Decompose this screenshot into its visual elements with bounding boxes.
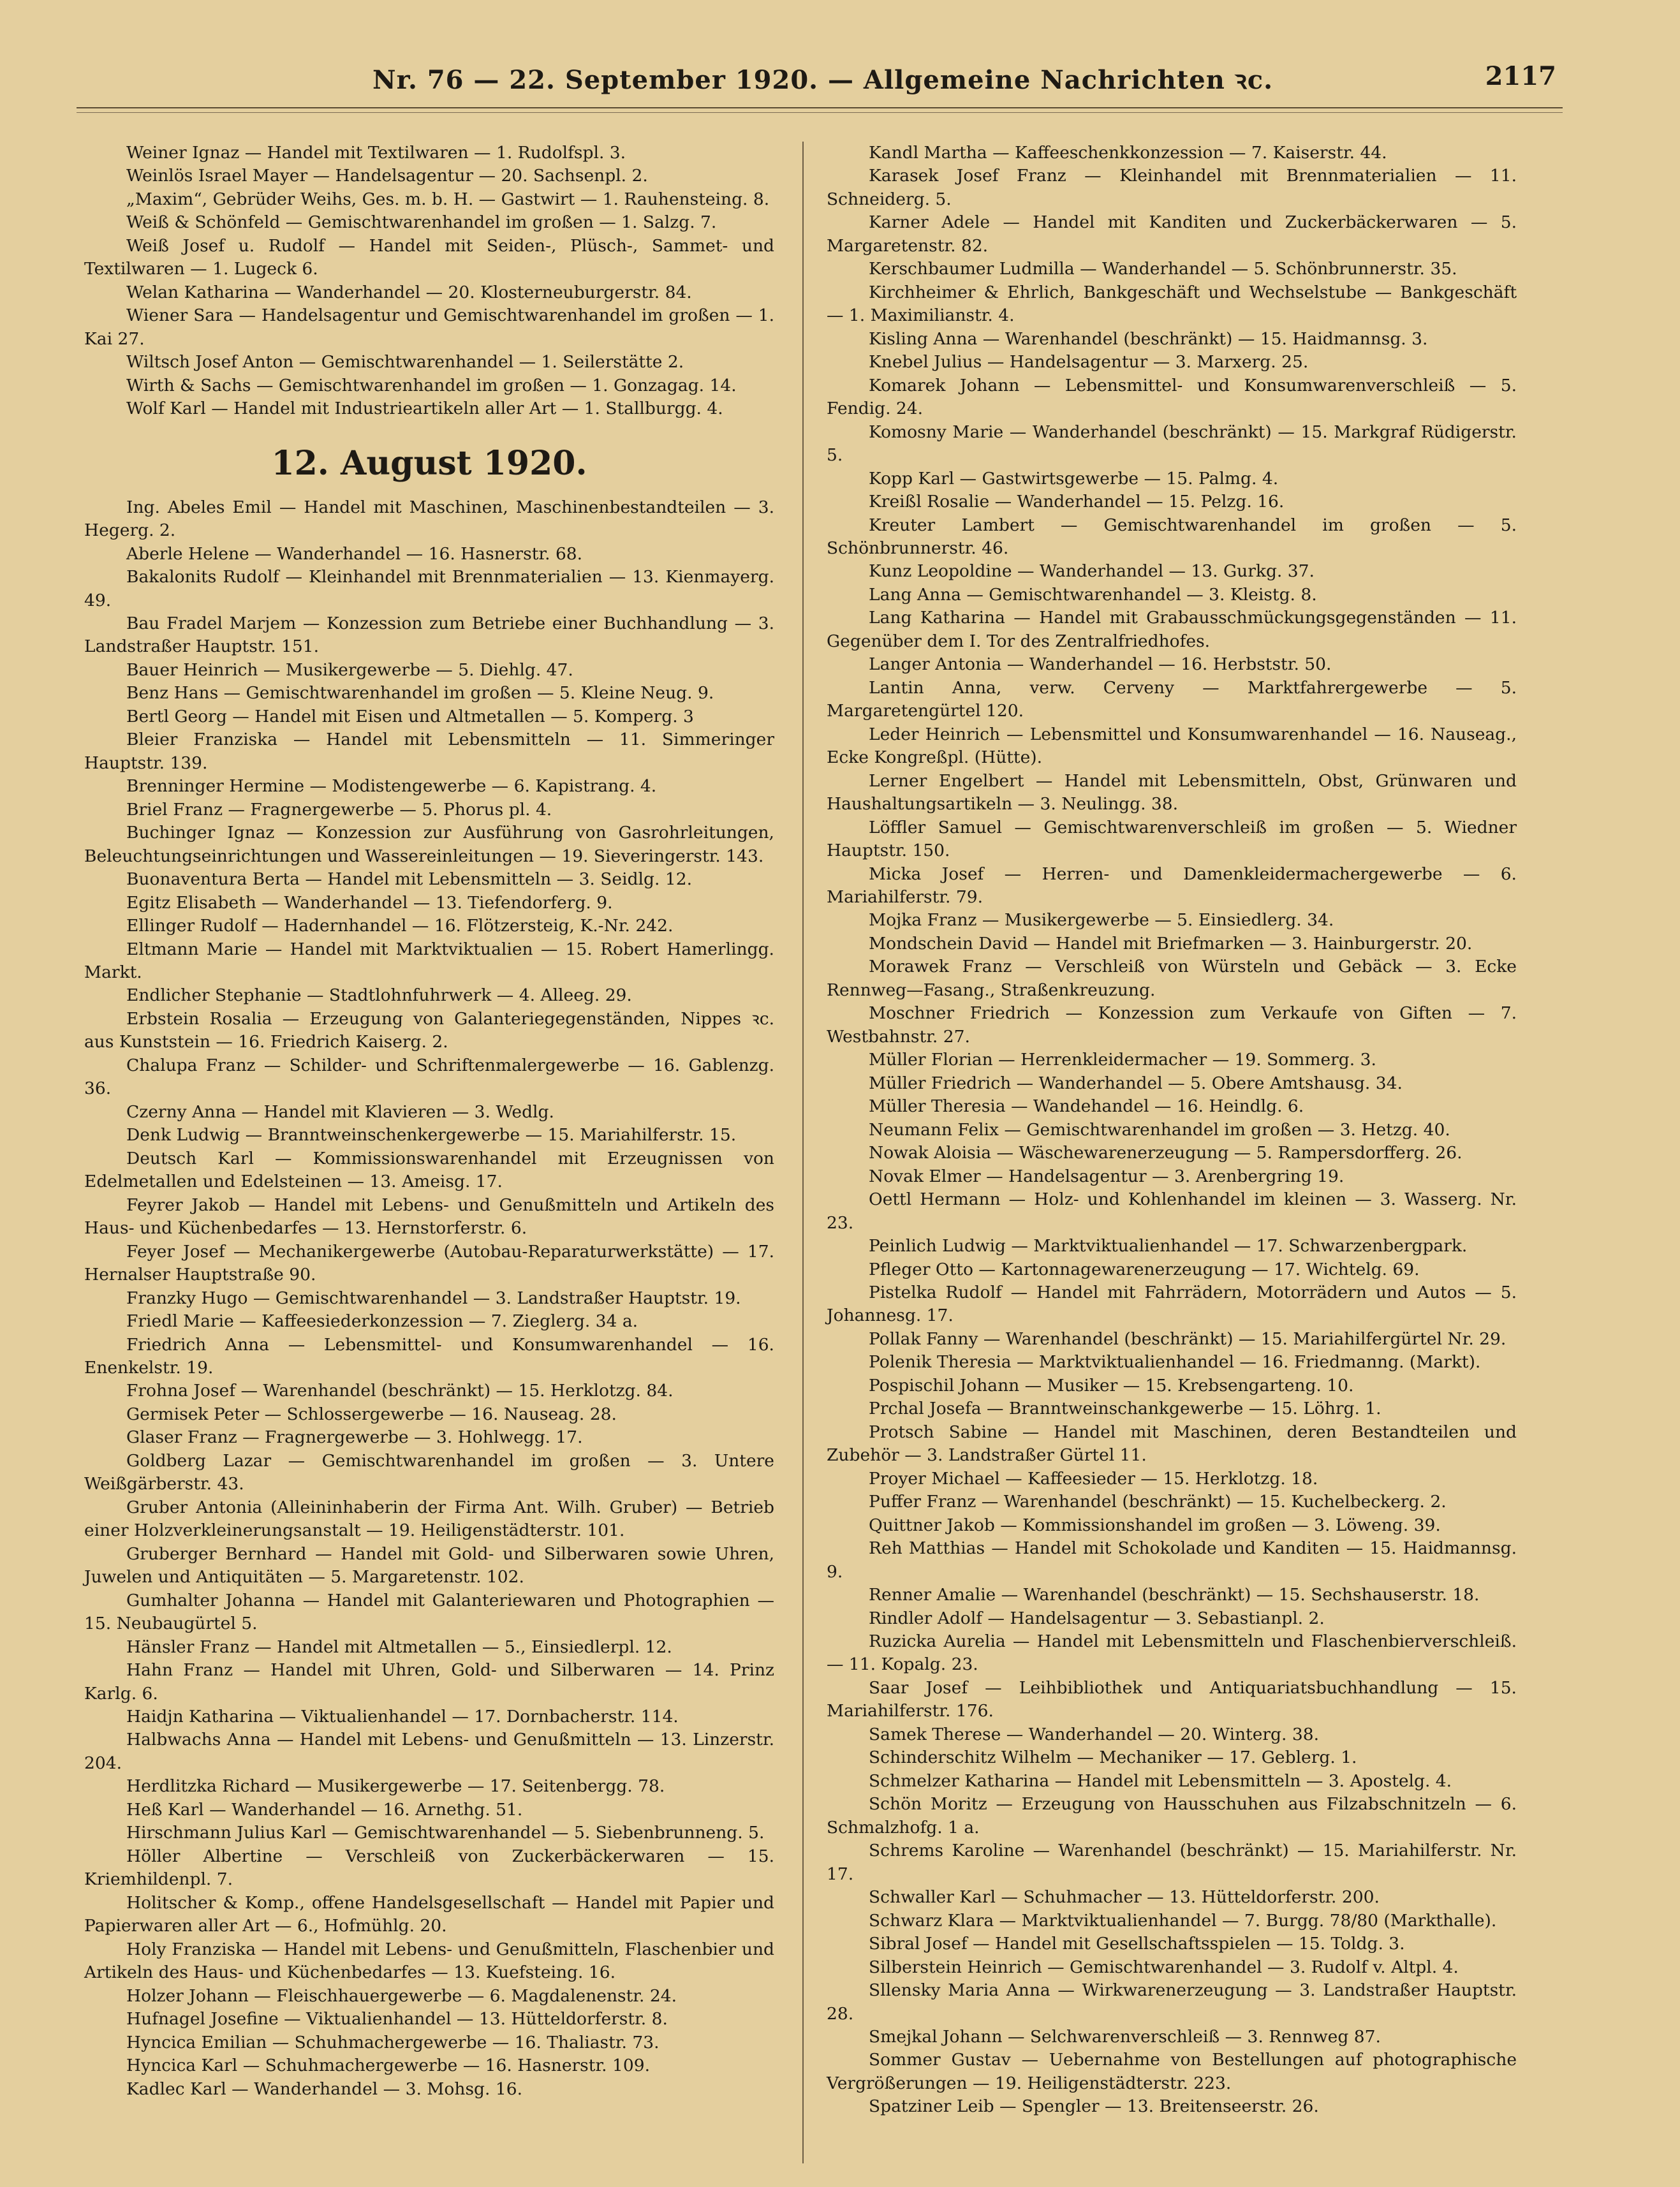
left-section-entries — [84, 496, 774, 2101]
register-entry: Sllensky Maria Anna — Wirkwarenerzeugung — 3. Landstraßer Hauptstr. 28. — [827, 1980, 1517, 2024]
register-entry: Weiner Ignaz — Handel mit Textilwaren — 1. Rudolfspl. 3. — [126, 143, 626, 163]
register-entry: Ing. Abeles Emil — Handel mit Maschinen, Maschinenbestandteilen — 3. Hegerg. 2. — [84, 497, 774, 541]
register-entry: Leder Heinrich — Lebensmittel und Konsumwarenhandel — 16. Nauseag., Ecke Kongreßpl. (Hütte). — [827, 724, 1517, 768]
register-entry: Schwaller Karl — Schuhmacher — 13. Hütteldorferstr. 200. — [869, 1887, 1380, 1908]
register-entry: Morawek Franz — Verschleiß von Würsteln und Gebäck — 3. Ecke Rennweg—Fasang., Straßenkreuzung. — [827, 957, 1517, 1000]
register-entry: Reh Matthias — Handel mit Schokolade und Kanditen — 15. Haidmannsg. 9. — [827, 1538, 1517, 1582]
register-entry: Hänsler Franz — Handel mit Altmetallen — 5., Einsiedlerpl. 12. — [126, 1637, 672, 1657]
register-entry: Brenninger Hermine — Modistengewerbe — 6. Kapistrang. 4. — [126, 776, 657, 797]
register-entry: Wirth & Sachs — Gemischtwarenhandel im großen — 1. Gonzagag. 14. — [126, 375, 737, 395]
register-entry: Holzer Johann — Fleischhauergewerbe — 6. Magdalenenstr. 24. — [126, 1985, 677, 2006]
register-entry: Proyer Michael — Kaffeesieder — 15. Herklotzg. 18. — [869, 1468, 1318, 1489]
register-entry: Kopp Karl — Gastwirtsgewerbe — 15. Palmg. 4. — [869, 468, 1279, 489]
register-entry: Karner Adele — Handel mit Kanditen und Zuckerbäckerwaren — 5. Margaretenstr. 82. — [827, 212, 1517, 256]
register-entry: Quittner Jakob — Kommissionshandel im großen — 3. Löweng. 39. — [869, 1515, 1441, 1535]
register-entry: Weiß & Schönfeld — Gemischtwarenhandel im großen — 1. Salzg. 7. — [126, 212, 717, 233]
register-entry: Goldberg Lazar — Gemischtwarenhandel im großen — 3. Untere Weißgärberstr. 43. — [84, 1450, 774, 1494]
register-entry: Kandl Martha — Kaffeeschenkkonzession — 7. Kaiserstr. 44. — [869, 143, 1387, 163]
register-entry: „Maxim“, Gebrüder Weihs, Ges. m. b. H. — Gastwirt — 1. Rauhensteing. 8. — [126, 189, 770, 209]
register-entry: Sibral Josef — Handel mit Gesellschaftsspielen — 15. Toldg. 3. — [869, 1934, 1405, 1954]
register-entry: Karasek Josef Franz — Kleinhandel mit Brennmaterialien — 11. Schneiderg. 5. — [827, 166, 1517, 209]
register-entry: Eltmann Marie — Handel mit Marktviktualien — 15. Robert Hamerlingg. Markt. — [84, 939, 774, 982]
register-entry: Prchal Josefa — Branntweinschankgewerbe — 15. Löhrg. 1. — [869, 1399, 1382, 1419]
register-entry: Komosny Marie — Wanderhandel (beschränkt) — 15. Markgraf Rüdigerstr. 5. — [827, 422, 1517, 466]
right-column — [827, 142, 1517, 2119]
register-entry: Hufnagel Josefine — Viktualienhandel — 13. Hütteldorferstr. 8. — [126, 2009, 668, 2029]
register-entry: Buonaventura Berta — Handel mit Lebensmitteln — 3. Seidlg. 12. — [126, 869, 692, 890]
register-entry: Langer Antonia — Wanderhandel — 16. Herbststr. 50. — [869, 654, 1332, 675]
register-entry: Ruzicka Aurelia — Handel mit Lebensmitteln und Flaschenbierverschleiß. — 11. Kopalg. 23. — [827, 1631, 1517, 1675]
register-entry: Bertl Georg — Handel mit Eisen und Altmetallen — 5. Komperg. 3 — [126, 706, 694, 726]
register-entry: Pistelka Rudolf — Handel mit Fahrrädern, Motorrädern und Autos — 5. Johannesg. 17. — [827, 1282, 1517, 1326]
register-entry: Novak Elmer — Handelsagentur — 3. Arenbergring 19. — [869, 1166, 1345, 1186]
register-entry: Mondschein David — Handel mit Briefmarken — 3. Hainburgerstr. 20. — [869, 933, 1473, 954]
register-entry: Hahn Franz — Handel mit Uhren, Gold- und Silberwaren — 14. Prinz Karlg. 6. — [84, 1660, 774, 1704]
register-entry: Pfleger Otto — Kartonnagewarenerzeugung — 17. Wichtelg. 69. — [869, 1259, 1420, 1279]
register-entry: Lerner Engelbert — Handel mit Lebensmitteln, Obst, Grünwaren und Haushaltungsartikeln — 3. Neulingg. 38. — [827, 770, 1517, 814]
register-entry: Gumhalter Johanna — Handel mit Galanteriewaren und Photographien — 15. Neubaugürtel 5. — [84, 1590, 774, 1634]
register-entry: Feyrer Jakob — Handel mit Lebens- und Genußmitteln und Artikeln des Haus- und Küchenbedarfes — 13. Hernstorferstr. 6. — [84, 1195, 774, 1239]
register-entry: Müller Friedrich — Wanderhandel — 5. Obere Amtshausg. 34. — [869, 1073, 1403, 1093]
register-entry: Erbstein Rosalia — Erzeugung von Galanteriegegenständen, Nippes ꝛc. aus Kunststein — 16. Friedrich Kaiserg. 2. — [84, 1008, 774, 1052]
register-entry: Löffler Samuel — Gemischtwarenverschleiß im großen — 5. Wiedner Hauptstr. 150. — [827, 817, 1517, 861]
header-rule — [77, 107, 1563, 113]
register-entry: Kadlec Karl — Wanderhandel — 3. Mohsg. 16. — [126, 2079, 523, 2099]
register-entry: Polenik Theresia — Marktviktualienhandel — 16. Friedmanng. (Markt). — [869, 1352, 1481, 1373]
register-entry: Friedrich Anna — Lebensmittel- und Konsumwarenhandel — 16. Enenkelstr. 19. — [84, 1334, 774, 1378]
register-entry: Müller Florian — Herrenkleidermacher — 19. Sommerg. 3. — [869, 1050, 1376, 1070]
register-entry: Kirchheimer & Ehrlich, Bankgeschäft und Wechselstube — Bankgeschäft — 1. Maximilianstr. 4. — [827, 282, 1517, 326]
register-entry: Ellinger Rudolf — Hadernhandel — 16. Flötzersteig, K.-Nr. 242. — [126, 916, 674, 936]
register-entry: Kisling Anna — Warenhandel (beschränkt) — 15. Haidmannsg. 3. — [869, 328, 1428, 349]
register-entry: Friedl Marie — Kaffeesiederkonzession — 7. Zieglerg. 34 a. — [126, 1311, 638, 1332]
register-entry: Sommer Gustav — Uebernahme von Bestellungen auf photographische Vergrößerungen — 19. Heiligenstädterstr. 223. — [827, 2050, 1517, 2093]
page-header — [89, 61, 1556, 99]
register-entry: Schinderschitz Wilhelm — Mechaniker — 17. Geblerg. 1. — [869, 1748, 1357, 1768]
register-entry: Bleier Franziska — Handel mit Lebensmitteln — 11. Simmeringer Hauptstr. 139. — [84, 730, 774, 773]
register-entry: Germisek Peter — Schlossergewerbe — 16. Nauseag. 28. — [126, 1404, 617, 1424]
register-entry: Rindler Adolf — Handelsagentur — 3. Sebastianpl. 2. — [869, 1608, 1325, 1628]
register-entry: Weinlös Israel Mayer — Handelsagentur — 20. Sachsenpl. 2. — [126, 166, 648, 186]
register-entry: Franzky Hugo — Gemischtwarenhandel — 3. Landstraßer Hauptstr. 19. — [126, 1288, 741, 1308]
register-entry: Hirschmann Julius Karl — Gemischtwarenhandel — 5. Siebenbrunneng. 5. — [126, 1823, 765, 1843]
register-entry: Gruberger Bernhard — Handel mit Gold- und Silberwaren sowie Uhren, Juwelen und Antiquitäten — 5. Margaretenstr. 102. — [84, 1543, 774, 1587]
register-entry: Protsch Sabine — Handel mit Maschinen, deren Bestandteilen und Zubehör — 3. Landstraßer Gürtel 11. — [827, 1422, 1517, 1466]
register-entry: Glaser Franz — Fragnergewerbe — 3. Hohlwegg. 17. — [126, 1427, 583, 1448]
register-entry: Hyncica Karl — Schuhmachergewerbe — 16. Hasnerstr. 109. — [126, 2056, 651, 2076]
register-entry: Spatziner Leib — Spengler — 13. Breitenseerstr. 26. — [869, 2096, 1319, 2117]
register-entry: Renner Amalie — Warenhandel (beschränkt) — 15. Sechshauserstr. 18. — [869, 1585, 1480, 1605]
register-entry: Haidjn Katharina — Viktualienhandel — 17. Dornbacherstr. 114. — [126, 1707, 679, 1727]
register-entry: Egitz Elisabeth — Wanderhandel — 13. Tiefendorferg. 9. — [126, 892, 613, 913]
register-entry: Knebel Julius — Handelsagentur — 3. Marxerg. 25. — [869, 352, 1309, 372]
register-entry: Benz Hans — Gemischtwarenhandel im großen — 5. Kleine Neug. 9. — [126, 683, 714, 703]
page-number: 2117 — [1485, 61, 1556, 91]
column-divider — [802, 142, 804, 2163]
register-entry: Hyncica Emilian — Schuhmachergewerbe — 16. Thaliastr. 73. — [126, 2032, 659, 2052]
register-entry: Komarek Johann — Lebensmittel- und Konsumwarenverschleiß — 5. Fendig. 24. — [827, 375, 1517, 419]
register-entry: Feyer Josef — Mechanikergewerbe (Autobau-Reparaturwerkstätte) — 17. Hernalser Hauptstraße 90. — [84, 1241, 774, 1285]
register-entry: Lantin Anna, verw. Cerveny — Marktfahrergewerbe — 5. Margaretengürtel 120. — [827, 677, 1517, 721]
register-entry: Chalupa Franz — Schilder- und Schriftenmalergewerbe — 16. Gablenzg. 36. — [84, 1055, 774, 1099]
register-entry: Heß Karl — Wanderhandel — 16. Arnethg. 51. — [126, 1799, 523, 1820]
register-entry: Neumann Felix — Gemischtwarenhandel im großen — 3. Hetzg. 40. — [869, 1119, 1450, 1140]
register-entry: Kerschbaumer Ludmilla — Wanderhandel — 5. Schönbrunnerstr. 35. — [869, 259, 1457, 279]
register-entry: Briel Franz — Fragnergewerbe — 5. Phorus pl. 4. — [126, 799, 552, 820]
register-entry: Bakalonits Rudolf — Kleinhandel mit Brennmaterialien — 13. Kienmayerg. 49. — [84, 567, 774, 610]
register-entry: Moschner Friedrich — Konzession zum Verkaufe von Giften — 7. Westbahnstr. 27. — [827, 1003, 1517, 1047]
register-entry: Samek Therese — Wanderhandel — 20. Winterg. 38. — [869, 1724, 1320, 1744]
register-entry: Aberle Helene — Wanderhandel — 16. Hasnerstr. 68. — [126, 543, 583, 564]
left-top-entries — [84, 142, 774, 421]
register-entry: Schön Moritz — Erzeugung von Hausschuhen aus Filzabschnitzeln — 6. Schmalzhofg. 1 a. — [827, 1794, 1517, 1837]
register-entry: Mojka Franz — Musikergewerbe — 5. Einsiedlerg. 34. — [869, 910, 1334, 931]
register-entry: Schmelzer Katharina — Handel mit Lebensmitteln — 3. Apostelg. 4. — [869, 1771, 1452, 1791]
register-entry: Welan Katharina — Wanderhandel — 20. Klosterneuburgerstr. 84. — [126, 282, 692, 302]
register-entry: Holy Franziska — Handel mit Lebens- und Genußmitteln, Flaschenbier und Artikeln des Haus- und Küchenbedarfes — 13. Kuefsteing. 16. — [84, 1939, 774, 1983]
register-entry: Bau Fradel Marjem — Konzession zum Betriebe einer Buchhandlung — 3. Landstraßer Hauptstr. 151. — [84, 613, 774, 657]
register-entry: Müller Theresia — Wandehandel — 16. Heindlg. 6. — [869, 1096, 1304, 1117]
register-entry: Nowak Aloisia — Wäschewarenerzeugung — 5. Rampersdorfferg. 26. — [869, 1143, 1463, 1163]
register-entry: Wiltsch Josef Anton — Gemischtwarenhandel — 1. Seilerstätte 2. — [126, 352, 684, 372]
section-heading: 12. August 1920. — [271, 443, 587, 483]
register-entry: Lang Anna — Gemischtwarenhandel — 3. Kleistg. 8. — [869, 584, 1317, 605]
register-entry: Lang Katharina — Handel mit Grabausschmückungsgegenständen — 11. Gegenüber dem I. Tor des Zentralfriedhofes. — [827, 608, 1517, 651]
register-entry: Pospischil Johann — Musiker — 15. Krebsengarteng. 10. — [869, 1375, 1354, 1395]
register-entry: Holitscher & Komp., offene Handelsgesellschaft — Handel mit Papier und Papierwaren aller Art — 6., Hofmühlg. 20. — [84, 1892, 774, 1936]
register-entry: Silberstein Heinrich — Gemischtwarenhandel — 3. Rudolf v. Altpl. 4. — [869, 1957, 1459, 1977]
register-entry: Deutsch Karl — Kommissionswarenhandel mit Erzeugnissen von Edelmetallen und Edelsteinen — 13. Ameisg. 17. — [84, 1148, 774, 1192]
left-column — [84, 142, 774, 2101]
register-entry: Schwarz Klara — Marktviktualienhandel — 7. Burgg. 78/80 (Markthalle). — [869, 1910, 1497, 1931]
register-entry: Peinlich Ludwig — Marktviktualienhandel — 17. Schwarzenbergpark. — [869, 1236, 1468, 1256]
register-entry: Pollak Fanny — Warenhandel (beschränkt) — 15. Mariahilfergürtel Nr. 29. — [869, 1329, 1507, 1349]
register-entry: Saar Josef — Leihbibliothek und Antiquariatsbuchhandlung — 15. Mariahilferstr. 176. — [827, 1677, 1517, 1721]
register-entry: Frohna Josef — Warenhandel (beschränkt) — 15. Herklotzg. 84. — [126, 1381, 674, 1401]
register-entry: Halbwachs Anna — Handel mit Lebens- und Genußmitteln — 13. Linzerstr. 204. — [84, 1730, 774, 1773]
register-entry: Wiener Sara — Handelsagentur und Gemischtwarenhandel im großen — 1. Kai 27. — [84, 306, 774, 349]
register-entry: Gruber Antonia (Alleininhaberin der Firma Ant. Wilh. Gruber) — Betrieb einer Holzverkleinerungsanstalt — 19. Heiligenstädterstr. 101. — [84, 1497, 774, 1541]
register-entry: Herdlitzka Richard — Musikergewerbe — 17. Seitenbergg. 78. — [126, 1776, 665, 1797]
header-title: Nr. 76 — 22. September 1920. — Allgemeine Nachrichten ꝛc. — [372, 65, 1273, 95]
register-entry: Kreißl Rosalie — Wanderhandel — 15. Pelzg. 16. — [869, 492, 1285, 512]
register-entry: Denk Ludwig — Branntweinschenkergewerbe — 15. Mariahilferstr. 15. — [126, 1125, 737, 1145]
register-entry: Smejkal Johann — Selchwarenverschleiß — 3. Rennweg 87. — [869, 2026, 1381, 2047]
register-entry: Micka Josef — Herren- und Damenkleidermachergewerbe — 6. Mariahilferstr. 79. — [827, 864, 1517, 907]
register-entry: Oettl Hermann — Holz- und Kohlenhandel im kleinen — 3. Wasserg. Nr. 23. — [827, 1189, 1517, 1233]
register-entry: Endlicher Stephanie — Stadtlohnfuhrwerk — 4. Alleeg. 29. — [126, 985, 632, 1006]
register-entry: Kreuter Lambert — Gemischtwarenhandel im großen — 5. Schönbrunnerstr. 46. — [827, 515, 1517, 558]
register-entry: Kunz Leopoldine — Wanderhandel — 13. Gurkg. 37. — [869, 561, 1315, 582]
register-entry: Weiß Josef u. Rudolf — Handel mit Seiden-, Plüsch-, Sammet- und Textilwaren — 1. Lugeck 6. — [84, 235, 774, 279]
register-entry: Puffer Franz — Warenhandel (beschränkt) — 15. Kuchelbeckerg. 2. — [869, 1492, 1447, 1512]
register-entry: Wolf Karl — Handel mit Industrieartikeln aller Art — 1. Stallburgg. 4. — [126, 399, 723, 419]
register-entry: Schrems Karoline — Warenhandel (beschränkt) — 15. Mariahilferstr. Nr. 17. — [827, 1841, 1517, 1884]
register-entry: Höller Albertine — Verschleiß von Zuckerbäckerwaren — 15. Kriemhildenpl. 7. — [84, 1846, 774, 1890]
register-entry: Bauer Heinrich — Musikergewerbe — 5. Diehlg. 47. — [126, 659, 573, 680]
register-entry: Czerny Anna — Handel mit Klavieren — 3. Wedlg. — [126, 1101, 554, 1122]
register-entry: Buchinger Ignaz — Konzession zur Ausführung von Gasrohrleitungen, Beleuchtungseinrichtungen und Wassereinleitungen — 19. Sieveringerstr. 143. — [84, 823, 774, 866]
